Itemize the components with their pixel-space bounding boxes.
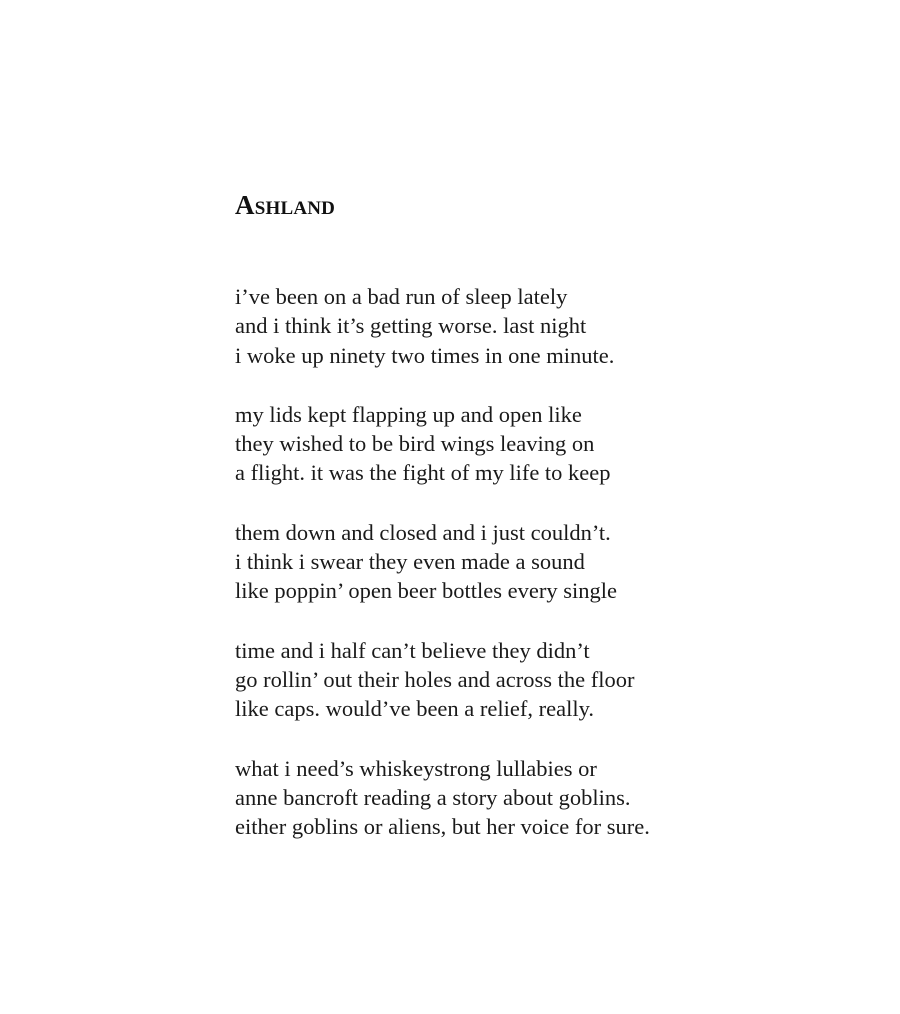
poem-page [235,188,835,871]
poem-line: like poppin’ open beer bottles every single [235,578,617,604]
stanza-3 [235,518,835,606]
poem-line: go rollin’ out their holes and across the floor [235,666,635,692]
poem-line: i think i swear they even made a sound [235,549,585,575]
stanza-4 [235,636,835,724]
poem-title: Ashland [235,190,336,220]
poem-line: what i need’s whiskeystrong lullabies or [235,755,597,781]
poem-line: my lids kept flapping up and open like [235,401,582,427]
poem-body [235,282,835,841]
poem-line: them down and closed and i just couldn’t. [235,519,611,545]
poem-line: i woke up ninety two times in one minute. [235,342,615,368]
poem-line: like caps. would’ve been a relief, really. [235,696,595,722]
stanza-1 [235,282,835,370]
stanza-2 [235,400,835,488]
poem-line: i’ve been on a bad run of sleep lately [235,284,568,309]
poem-line: a flight. it was the fight of my life to keep [235,460,611,486]
poem-line: they wished to be bird wings leaving on [235,431,595,457]
poem-line: anne bancroft reading a story about goblins. [235,784,631,810]
poem-line: either goblins or aliens, but her voice for sure. [235,814,650,840]
poem-line: time and i half can’t believe they didn’t [235,637,590,663]
poem-line: and i think it’s getting worse. last night [235,313,587,339]
stanza-5 [235,754,835,842]
